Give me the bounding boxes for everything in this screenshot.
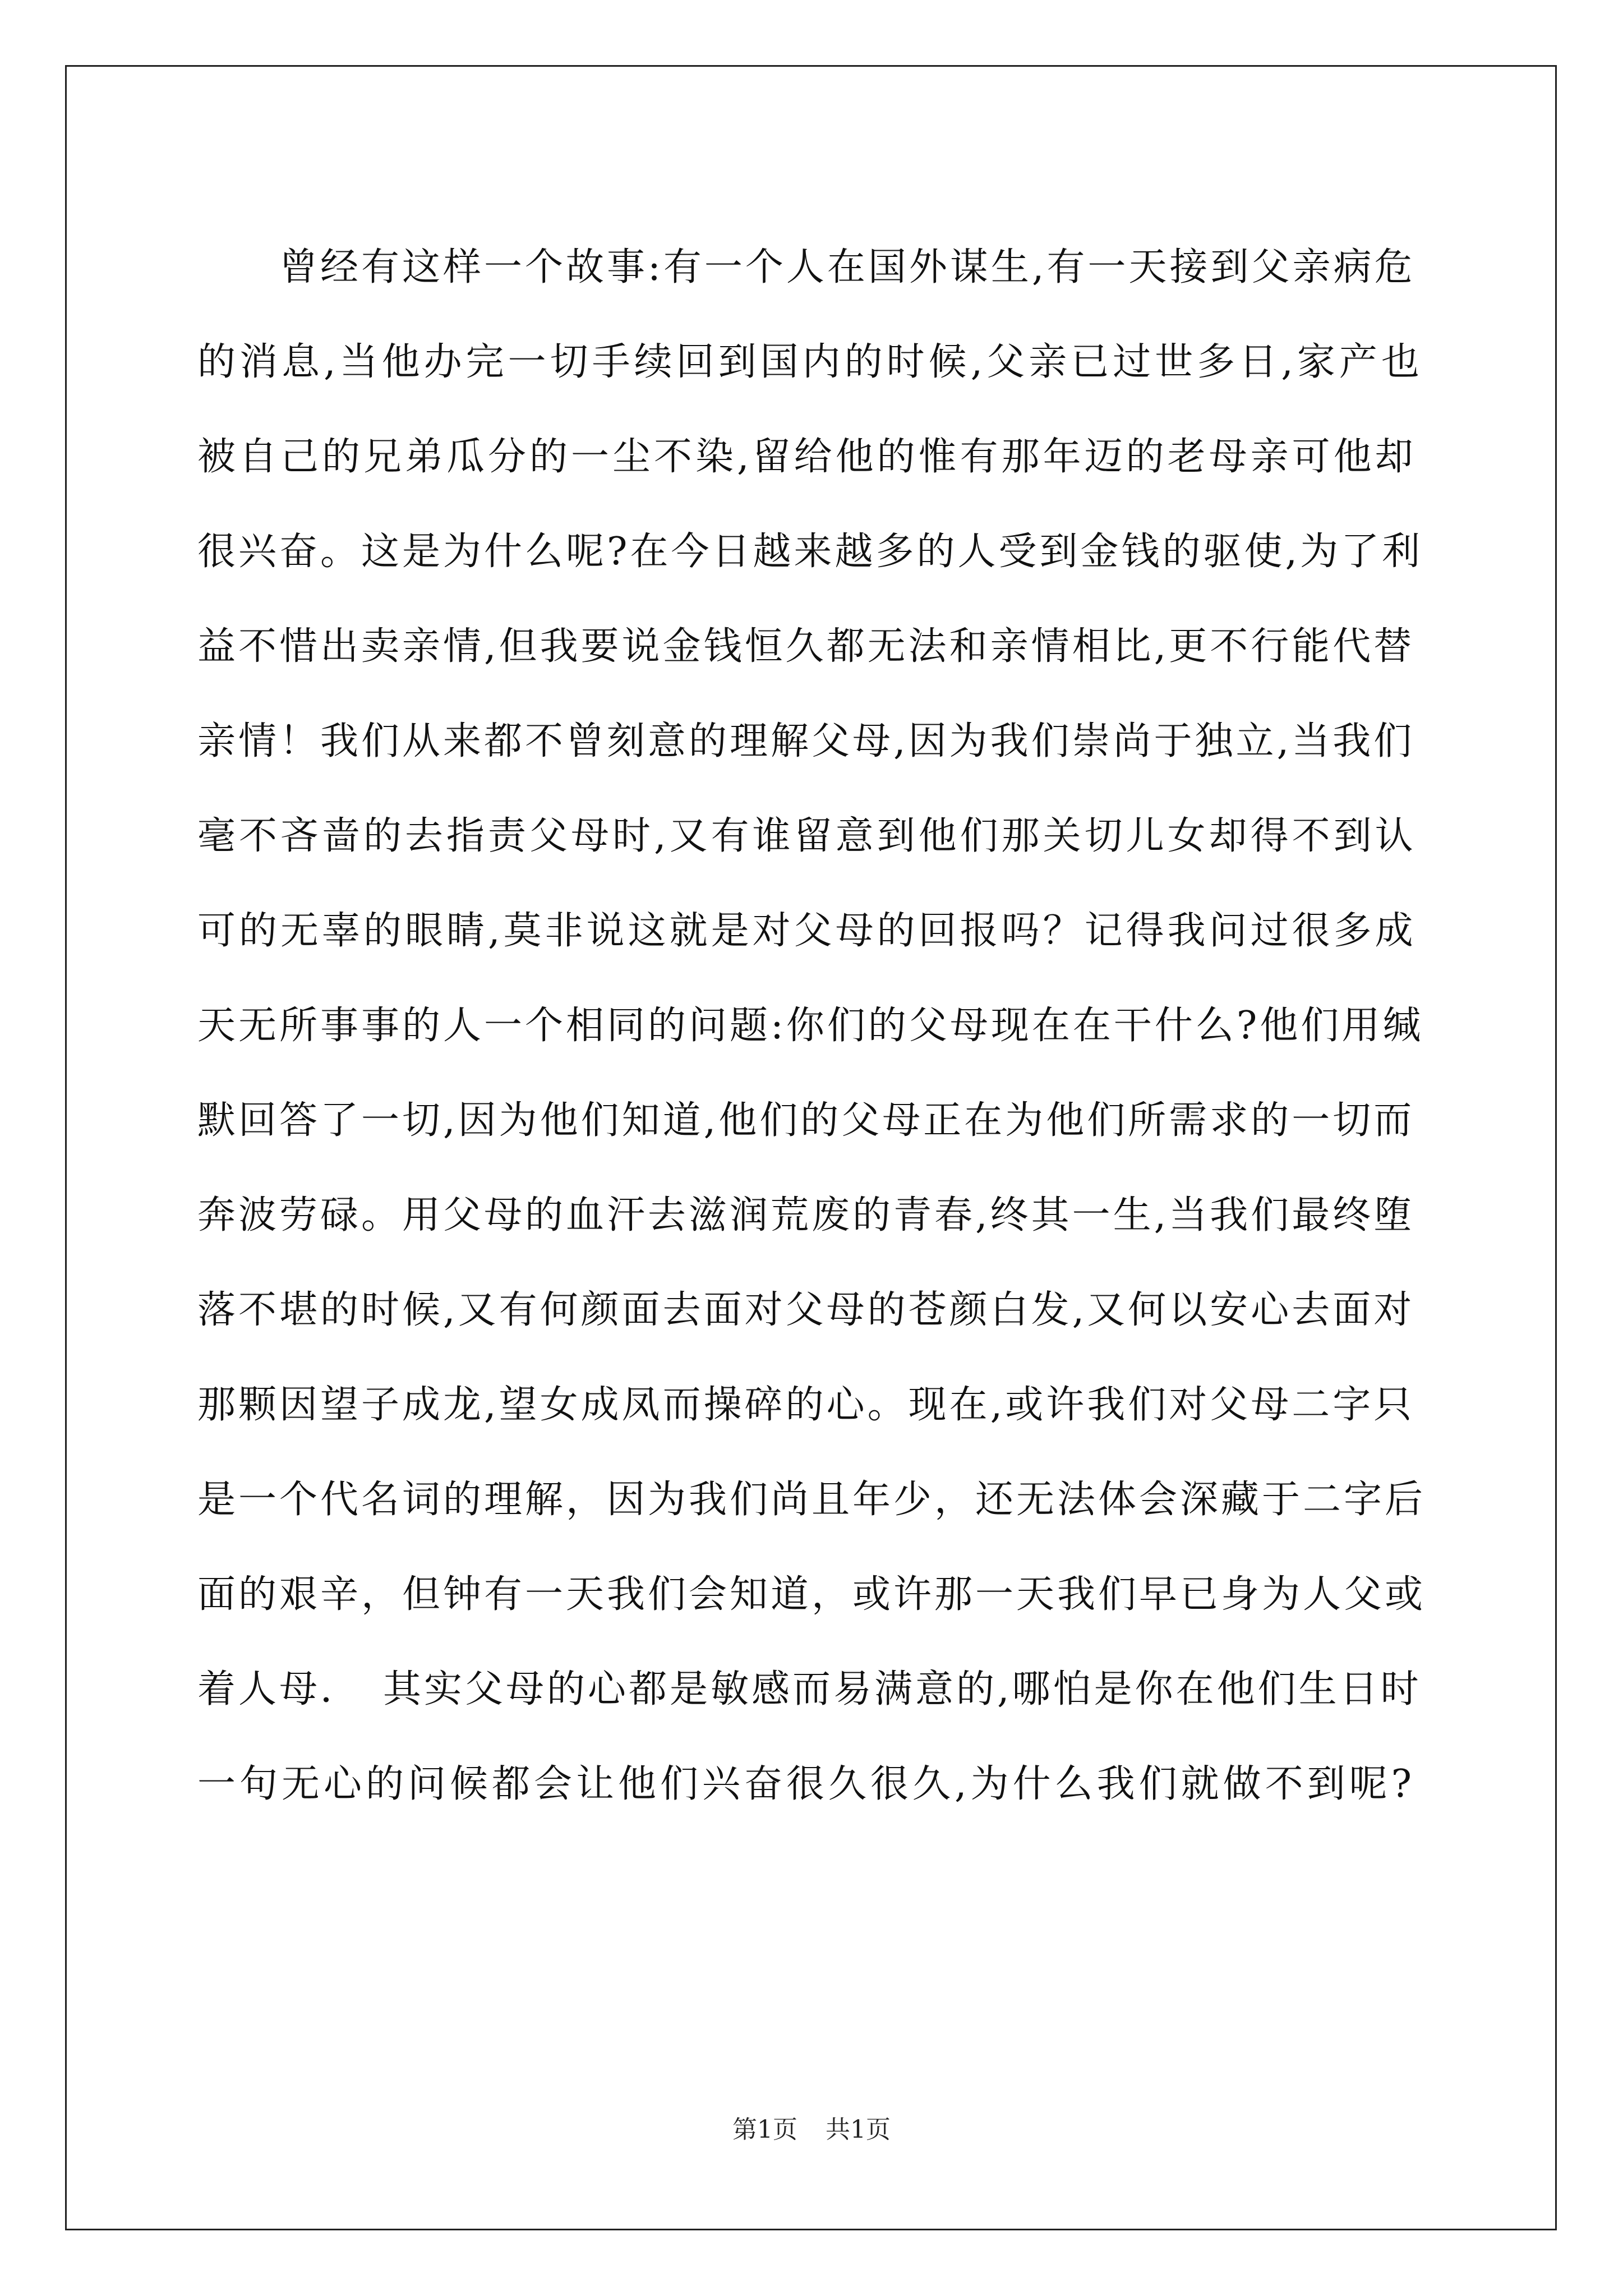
text-line: 毫不吝啬的去指责父母时,又有谁留意到他们那关切儿女却得不到认 [197, 814, 1417, 858]
page-total: 共1页 [826, 2115, 891, 2144]
text-line: 面的艰辛，但钟有一天我们会知道，或许那一天我们早已身为人父或 [197, 1572, 1426, 1617]
page-number: 第1页 [732, 2115, 797, 2144]
text-line: 奔波劳碌。用父母的血汗去滋润荒废的青春,终其一生,当我们最终堕 [197, 1193, 1415, 1237]
text-line: 那颗因望子成龙,望女成凤而操碎的心。现在,或许我们对父母二字只 [197, 1383, 1415, 1427]
text-line: 的消息,当他办完一切手续回到国内的时候,父亲已过世多日,家产也 [197, 340, 1423, 384]
text-line: 一句无心的问候都会让他们兴奋很久很久,为什么我们就做不到呢? [197, 1762, 1416, 1806]
text-line: 默回答了一切,因为他们知道,他们的父母正在为他们所需求的一切而 [197, 1098, 1415, 1143]
text-line: 益不惜出卖亲情,但我要说金钱恒久都无法和亲情相比,更不行能代替 [197, 624, 1415, 669]
text-line: 被自己的兄弟瓜分的一尘不染,留给他的惟有那年迈的老母亲可他却 [197, 435, 1417, 479]
text-line: 曾经有这样一个故事:有一个人在国外谋生,有一天接到父亲病危 [197, 245, 1415, 289]
text-line: 天无所事事的人一个相同的问题:你们的父母现在在干什么?他们用缄 [197, 1004, 1424, 1048]
text-line: 着人母． 其实父母的心都是敏感而易满意的,哪怕是你在他们生日时 [197, 1667, 1422, 1711]
page-footer [0, 2109, 1623, 2145]
text-line: 很兴奋。这是为什么呢?在今日越来越多的人受到金钱的驱使,为了利 [197, 530, 1423, 574]
body-text [197, 220, 1429, 1832]
text-line: 是一个代名词的理解，因为我们尚且年少，还无法体会深藏于二字后 [197, 1478, 1426, 1522]
text-line: 可的无辜的眼睛,莫非说这就是对父母的回报吗？记得我问过很多成 [197, 909, 1417, 953]
text-line: 亲情！我们从来都不曾刻意的理解父母,因为我们崇尚于独立,当我们 [197, 719, 1415, 763]
text-line: 落不堪的时候,又有何颜面去面对父母的苍颜白发,又何以安心去面对 [197, 1288, 1415, 1332]
